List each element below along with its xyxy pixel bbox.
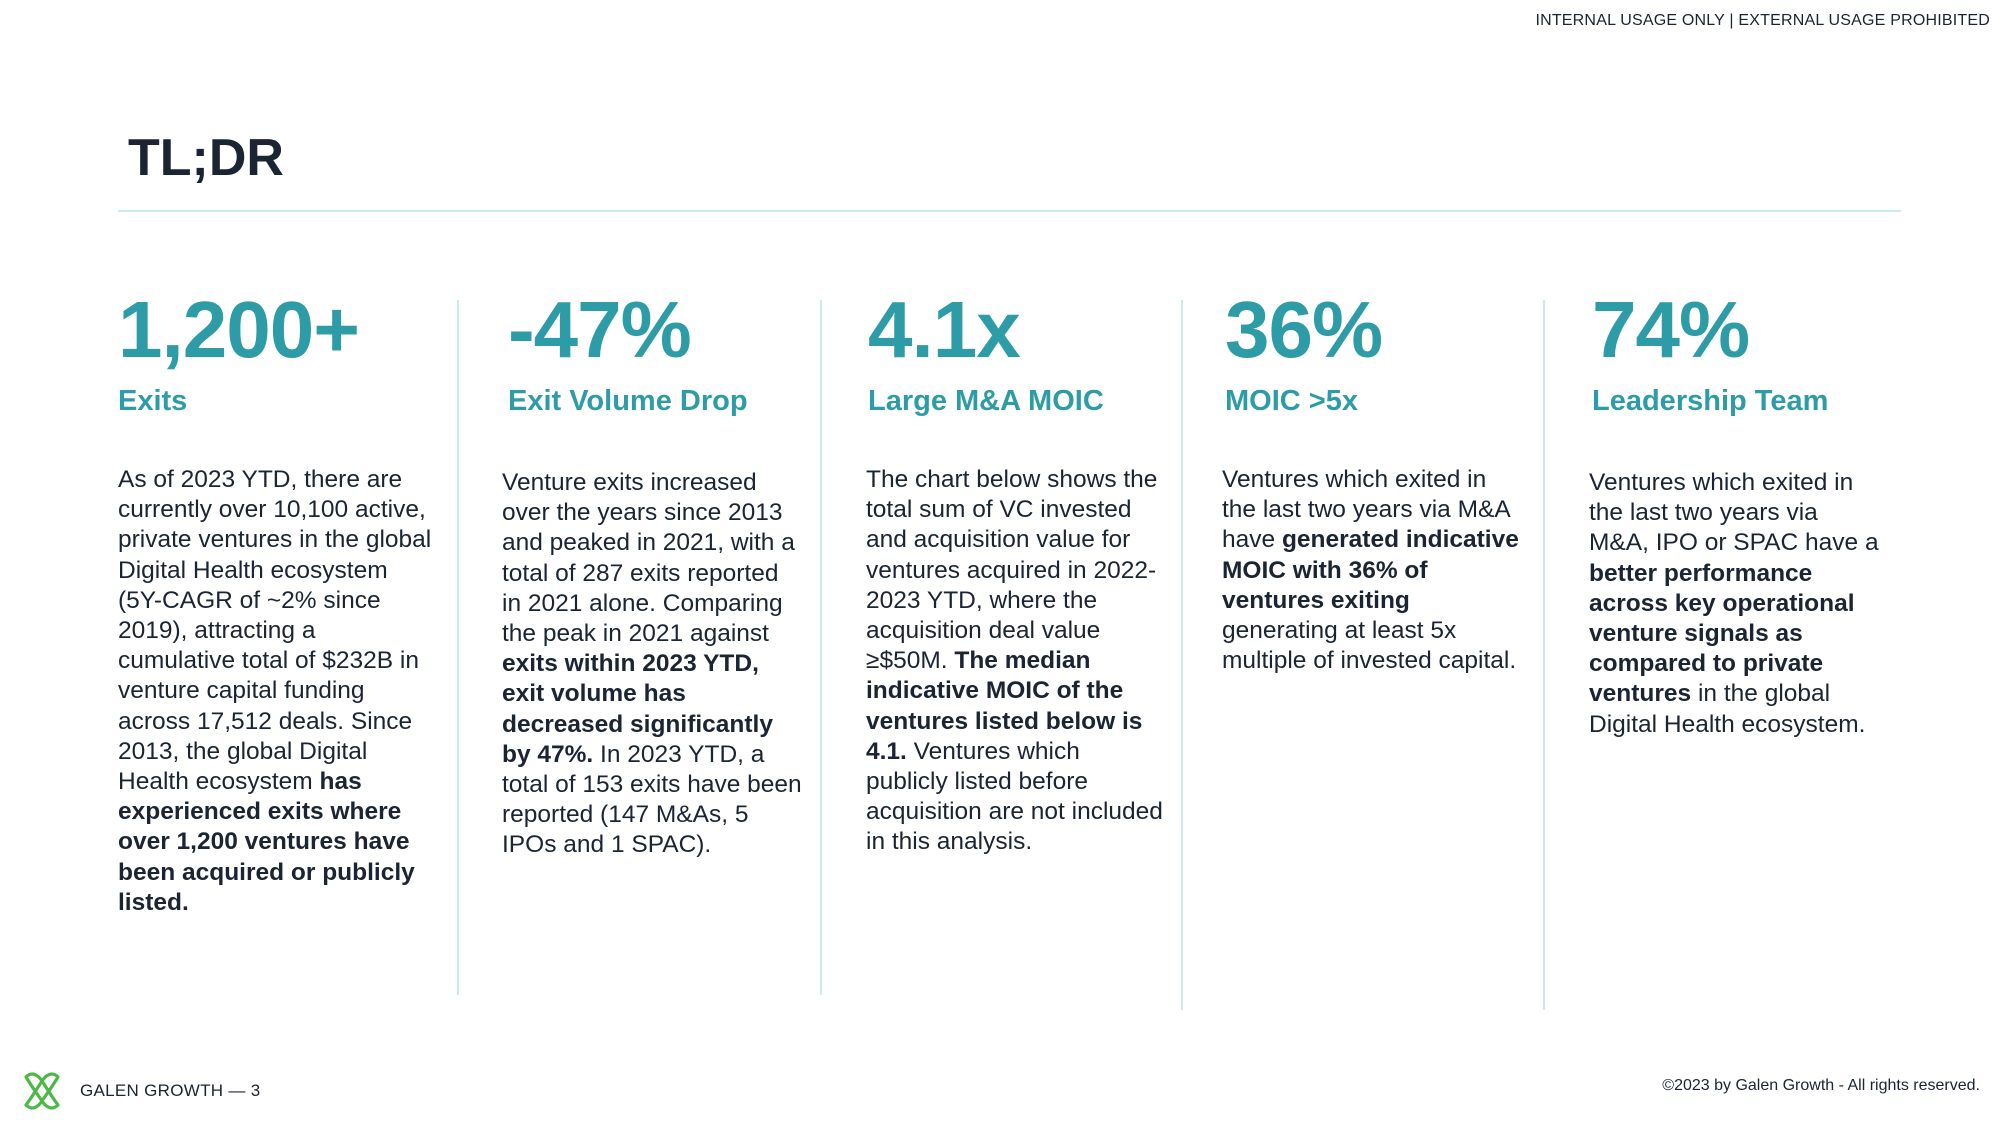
emphasis-text: exits within 2023 YTD, exit volume has decreased significantly by 47%. (502, 650, 773, 768)
internal-usage-notice: INTERNAL USAGE ONLY | EXTERNAL USAGE PROHIBITED (1535, 12, 1990, 29)
column-divider (820, 300, 822, 995)
body-text-segment: generating at least 5x multiple of invested capital. (1222, 617, 1517, 675)
body-text-segment: Ventures which exited in the last two years via M&A, IPO or SPAC have a (1589, 469, 1879, 557)
galen-growth-logo-icon (18, 1067, 66, 1115)
footer-brand-page: GALEN GROWTH — 3 (80, 1081, 261, 1100)
kpi-value: 1,200+ (118, 285, 359, 374)
page-title: TL;DR (128, 129, 284, 187)
body-text-segment: The chart below shows the total sum of VC invested and acquisition value for ventures acquired in 2022-2023 YTD, where the acquisition deal value ≥$50M. (866, 466, 1158, 675)
kpi-label: Exit Volume Drop (508, 385, 748, 417)
emphasis-text: The median indicative MOIC of the ventures listed below is 4.1. (866, 647, 1143, 765)
kpi-label: Exits (118, 385, 188, 417)
body-text-segment: Ventures which exited in the last two years via M&A have (1222, 466, 1510, 554)
kpi-large-ma-moic (868, 285, 1168, 419)
kpi-value: 4.1x (868, 285, 1020, 374)
title-divider (118, 210, 1901, 212)
kpi-exit-volume-drop-description (502, 468, 802, 861)
body-text-segment: in the global Digital Health ecosystem. (1589, 680, 1866, 738)
column-divider (1543, 300, 1545, 1010)
kpi-value: 74% (1592, 285, 1750, 374)
kpi-exits (118, 285, 418, 419)
emphasis-text: better performance across key operational venture signals as compared to private ventures (1589, 559, 1855, 708)
emphasis-text: generated indicative MOIC with 36% of ventures exiting (1222, 526, 1519, 614)
footer-copyright: ©2023 by Galen Growth - All rights reserved. (1662, 1077, 1980, 1094)
kpi-value: 36% (1225, 285, 1383, 374)
body-text-segment: Venture exits increased over the years since 2013 and peaked in 2021, with a total of 287 exits reported in 2021 alone. Comparing the peak in 2021 against (502, 469, 795, 648)
kpi-value: -47% (508, 285, 691, 374)
emphasis-text: has experienced exits where over 1,200 ventures have been acquired or publicly listed. (118, 768, 415, 916)
kpi-exits-description (118, 465, 438, 918)
kpi-moic-over-5x-description (1222, 465, 1522, 676)
kpi-large-ma-moic-description (866, 465, 1166, 858)
kpi-label: Large M&A MOIC (868, 385, 1104, 417)
kpi-label: Leadership Team (1592, 385, 1829, 417)
kpi-label: MOIC >5x (1225, 385, 1358, 417)
kpi-leadership-team (1592, 285, 1892, 419)
column-divider (457, 300, 459, 995)
kpi-exit-volume-drop (508, 285, 808, 419)
body-text-segment: As of 2023 YTD, there are currently over 10,100 active, private ventures in the global Digital Health ecosystem (5Y-CAGR of ~2% since 2019), attracting a cumulative total of $232B in venture capital funding across 17,512 deals. Since 2013, the global Digital Health ecosystem (118, 466, 432, 796)
kpi-leadership-team-description (1589, 468, 1879, 740)
body-text-segment: In 2023 YTD, a total of 153 exits have been reported (147 M&As, 5 IPOs and 1 SPAC). (502, 740, 802, 859)
footer-brand (18, 1067, 261, 1115)
kpi-moic-over-5x (1225, 285, 1525, 419)
column-divider (1181, 300, 1183, 1010)
body-text-segment: Ventures which publicly listed before acquisition are not included in this analysis. (866, 737, 1163, 856)
